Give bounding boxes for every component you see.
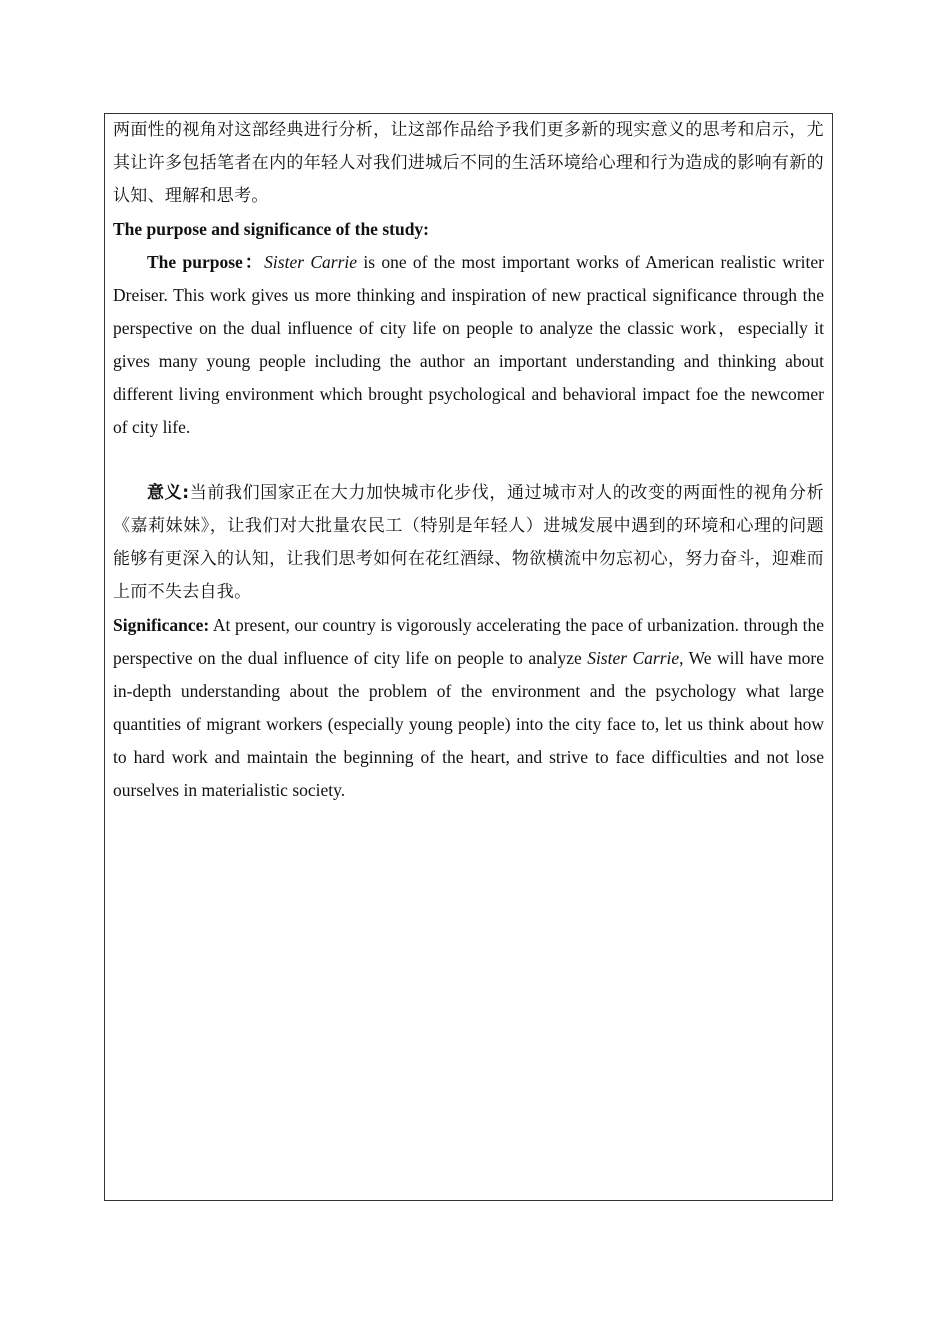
blank-line bbox=[113, 444, 824, 477]
significance-book-title: Sister Carrie bbox=[587, 648, 680, 668]
significance-chinese-label: 意义: bbox=[147, 483, 190, 503]
document-frame bbox=[104, 113, 833, 1201]
purpose-book-title: Sister Carrie bbox=[264, 252, 358, 272]
significance-text-before: At present, our country is vigorously accelerating the pace of urbanization. through the perspective on the dual influence of city life on people to analyze bbox=[113, 615, 824, 668]
purpose-paragraph bbox=[113, 246, 824, 444]
purpose-text: is one of the most important works of American realistic writer Dreiser. This work gives us more thinking and inspiration of new practical significance through the perspective on the dual influence of city life on people to analyze the classic work，especially it gives many young people including the author an important understanding and thinking about different living environment which brought psychological and behavioral impact foe the newcomer of city life. bbox=[113, 252, 824, 437]
significance-chinese-paragraph bbox=[113, 477, 824, 609]
significance-english-paragraph bbox=[113, 609, 824, 807]
purpose-label: The purpose： bbox=[147, 252, 265, 272]
significance-chinese-text: 当前我们国家正在大力加快城市化步伐，通过城市对人的改变的两面性的视角分析《嘉莉妹妹》，让我们对大批量农民工（特别是年轻人）进城发展中遇到的环境和心理的问题能够有更深入的认知，让我们思考如何在花红酒绿、物欲横流中勿忘初心，努力奋斗，迎难而上而不失去自我。 bbox=[113, 483, 824, 602]
significance-label: Significance: bbox=[113, 615, 210, 635]
section-heading: The purpose and significance of the study: bbox=[113, 219, 430, 239]
intro-chinese-paragraph: 两面性的视角对这部经典进行分析，让这部作品给予我们更多新的现实意义的思考和启示，尤其让许多包括笔者在内的年轻人对我们进城后不同的生活环境给心理和行为造成的影响有新的认知、理解和思考。 bbox=[113, 120, 824, 206]
significance-text-after: , We will have more in-depth understanding about the problem of the environment and the psychology what large quantities of migrant workers (especially young people) into the city face to, let us think about how to hard work and maintain the beginning of the heart, and strive to face difficulties and not lose ourselves in materialistic society. bbox=[113, 648, 824, 800]
